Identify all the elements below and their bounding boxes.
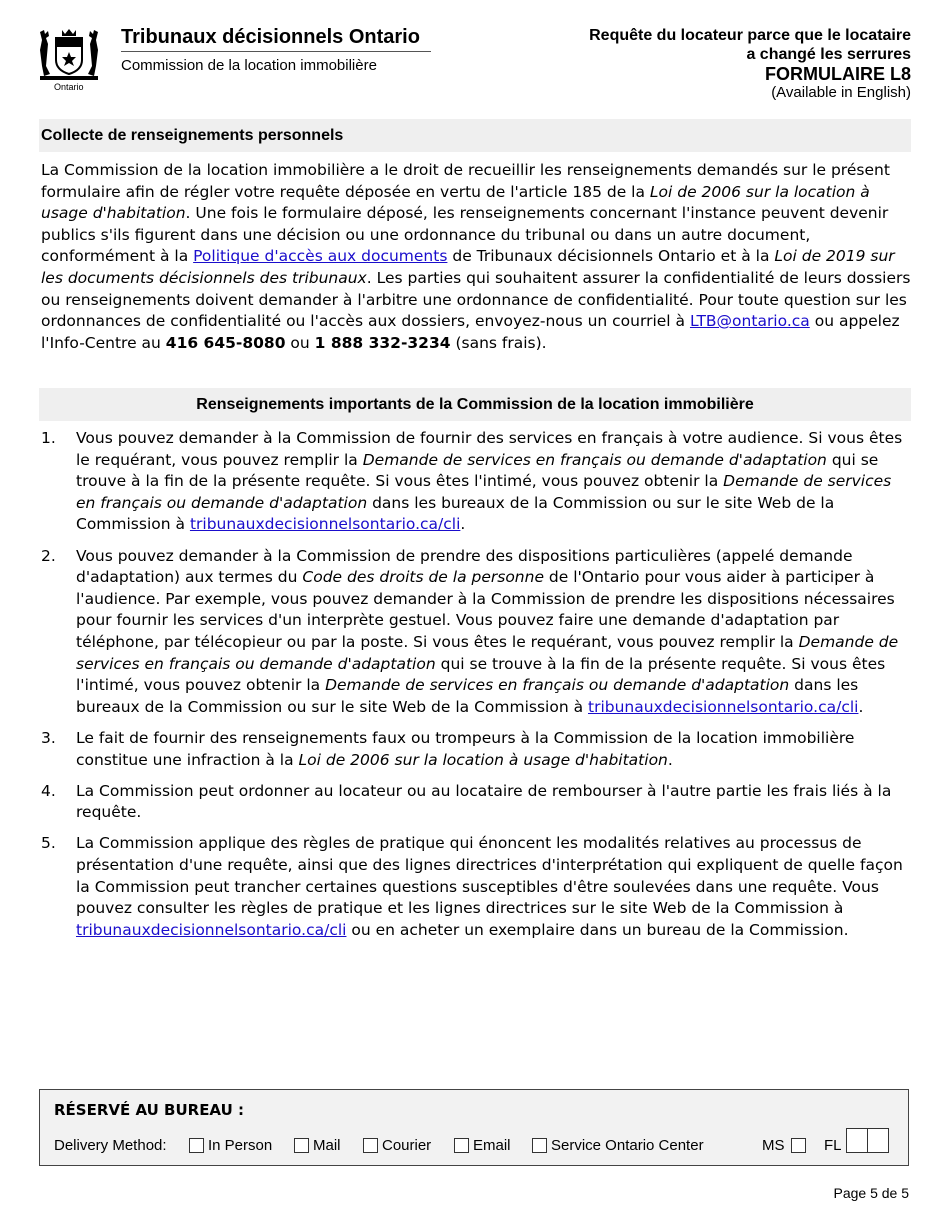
form-code: FORMULAIRE L8	[765, 64, 911, 84]
list-item: 5. La Commission applique des règles de pratique qui énoncent les modalités relatives au processus de présentation d'une requête, ainsi que des lignes directrices d'interprétation qui expliquent de quelle façon la Commission peut trancher certaines questions susceptibles d'être soulevées dans une requête. Vous pouvez consulter les règles de pratique et les lignes directrices sur le site Web de la Commission à tribunauxdecisionnelsontario.ca/cli ou en acheter un exemplaire dans un bureau de la Commission.	[41, 834, 903, 939]
fl-box-2[interactable]	[867, 1128, 889, 1153]
service-ontario-checkbox[interactable]	[532, 1138, 547, 1153]
organization-subtitle: Commission de la location immobilière	[121, 57, 377, 74]
list-item: 2. Vous pouvez demander à la Commission de prendre des dispositions particulières (appelé demande d'adaptation) aux termes du Code des droits de la personne de l'Ontario pour vous aider à participer à l'audience. Par exemple, vous pouvez demander à la Commission de prendre les dispositions nécessaires pour fournir les services d'un interprète gestuel. Vous pouvez faire une demande d'adaptation par téléphone, par télécopieur ou par la poste. Si vous êtes le requérant, vous pouvez remplir la Demande de services en français ou demande d'adaptation qui se trouve à la fin de la présente requête. Si vous êtes l'intimé, vous pouvez obtenir la Demande de services en français ou demande d'adaptation dans les bureaux de la Commission ou sur le site Web de la Commission à tribunauxdecisionnelsontario.ca/cli.	[41, 546, 899, 716]
page-number: Page 5 de 5	[833, 1185, 909, 1201]
phone-toll-free: 1 888 332-3234	[314, 333, 451, 352]
delivery-option-in-person[interactable]: In Person	[189, 1137, 272, 1155]
delivery-option-service-ontario[interactable]: Service Ontario Center	[532, 1137, 704, 1155]
delivery-option-mail[interactable]: Mail	[294, 1137, 341, 1155]
important-info-heading: Renseignements importants de la Commission de la location immobilière	[39, 388, 911, 421]
delivery-option-email[interactable]: Email	[454, 1137, 511, 1155]
privacy-heading: Collecte de renseignements personnels	[39, 119, 911, 152]
organization-title: Tribunaux décisionnels Ontario	[121, 26, 420, 48]
page-header	[0, 0, 950, 110]
title-divider	[121, 51, 431, 52]
courier-checkbox[interactable]	[363, 1138, 378, 1153]
list-item: 3. Le fait de fournir des renseignements faux ou trompeurs à la Commission de la location immobilière constitue une infraction à la Loi de 2006 sur la location à usage d'habitation.	[41, 728, 855, 769]
important-info-list	[41, 428, 913, 951]
office-use-title: RÉSERVÉ AU BUREAU :	[54, 1101, 244, 1119]
in-person-checkbox[interactable]	[189, 1138, 204, 1153]
ltb-website-link[interactable]: tribunauxdecisionnelsontario.ca/cli	[189, 515, 461, 534]
ltb-website-link[interactable]: tribunauxdecisionnelsontario.ca/cli	[588, 697, 859, 716]
ltb-email-link[interactable]: LTB@ontario.ca	[689, 312, 810, 331]
form-title-line-2: a changé les serrures	[746, 46, 911, 63]
logo-caption: Ontario	[54, 82, 84, 92]
ms-checkbox[interactable]	[791, 1138, 806, 1153]
ms-field[interactable]: MS	[762, 1137, 810, 1155]
privacy-paragraph: La Commission de la location immobilière a le droit de recueillir les renseignements demandés sur le présent formulaire afin de régler votre requête déposée en vertu de l'article 185 de la Loi de 2006 sur la location à usage d'habitation. Une fois le formulaire déposé, les renseignements concernant l'instance peuvent devenir publics s'ils figurent dans une décision ou une ordonnance du tribunal ou dans un autre document, conformément à la Politique d'accès aux documents de Tribunaux décisionnels Ontario et à la Loi de 2019 sur les documents décisionnels des tribunaux. Les parties qui souhaitent assurer la confidentialité de leurs dossiers ou renseignements doivent demander à l'arbitre une ordonnance de confidentialité. Pour toute question sur les ordonnances de confidentialité ou l'accès aux dossiers, envoyez-nous un courriel à LTB@ontario.ca ou appelez l'Info-Centre au 416 645-8080 ou 1 888 332-3234 (sans frais).	[41, 161, 911, 352]
form-title-line-1: Requête du locateur parce que le locataire	[589, 27, 911, 44]
email-checkbox[interactable]	[454, 1138, 469, 1153]
fl-input-boxes[interactable]	[847, 1128, 889, 1153]
delivery-option-courier[interactable]: Courier	[363, 1137, 431, 1155]
office-use-box	[39, 1089, 909, 1166]
access-policy-link[interactable]: Politique d'accès aux documents	[193, 247, 448, 266]
phone-local: 416 645-8080	[165, 333, 286, 352]
fl-label: FL	[824, 1137, 842, 1154]
ltb-website-link[interactable]: tribunauxdecisionnelsontario.ca/cli	[76, 920, 347, 939]
list-item: 1. Vous pouvez demander à la Commission de fournir des services en français à votre audience. Si vous êtes le requérant, vous pouvez remplir la Demande de services en français ou demande d'adaptation qui se trouve à la fin de la présente requête. Si vous êtes l'intimé, vous pouvez obtenir la Demande de services en français ou demande d'adaptation dans les bureaux de la Commission ou sur le site Web de la Commission à tribunauxdecisionnelsontario.ca/cli.	[41, 429, 903, 534]
mail-checkbox[interactable]	[294, 1138, 309, 1153]
availability-note: (Available in English)	[771, 84, 911, 101]
form-title-block	[491, 26, 911, 101]
delivery-method-label: Delivery Method:	[54, 1137, 167, 1154]
list-item: 4. La Commission peut ordonner au locateur ou au locataire de rembourser à l'autre partie les frais liés à la requête.	[41, 781, 892, 822]
fl-box-1[interactable]	[846, 1128, 868, 1153]
